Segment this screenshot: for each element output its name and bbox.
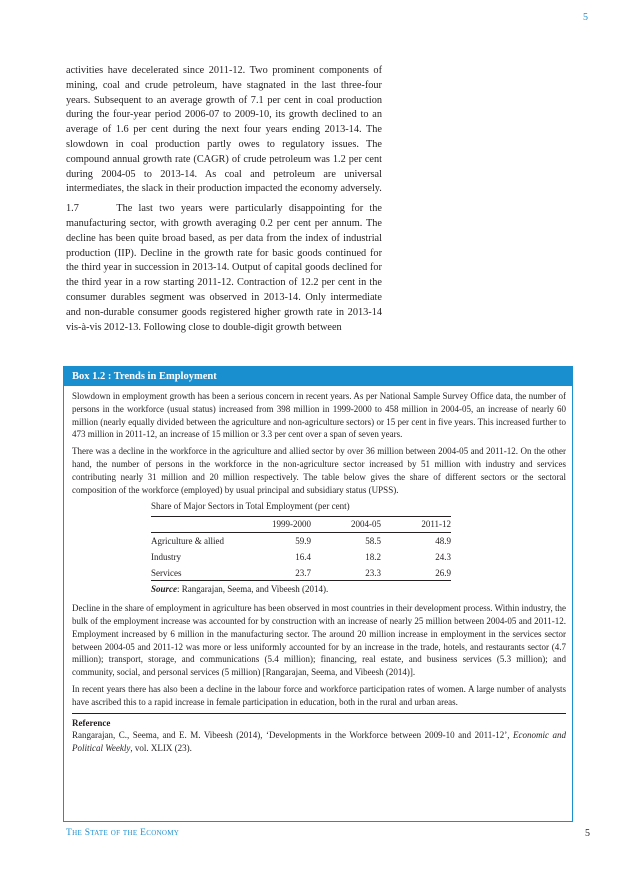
table-cell: 24.3 bbox=[435, 551, 451, 562]
table-cell: 26.9 bbox=[381, 565, 451, 581]
table-cell: 59.9 bbox=[295, 535, 311, 546]
table-cell: 16.4 bbox=[295, 551, 311, 562]
box-paragraph-3: Decline in the share of employment in agriculture has been observed in most countries in their development process. Within industry, the bulk of the employment increase was accounted for by construction with an increase of nearly 25 million between 2004-05 and 2011-12. Employment increased by 6 million in the manufacturing sector. The around 20 million increase in employment in the services sector between 2004-05 and 2011-12 was more or less uniformly accounted for by an increase in the trade, hotels, and restaurants sector (4.7 million); transport, storage, and communications (5.4 million); financing, real estate, and business services (5.3 million); and community, social, and personal services (5 million) [Rangarajan, Seema, and Vibeesh (2014)]. bbox=[72, 603, 566, 678]
reference-entry bbox=[72, 729, 566, 755]
source-label: Source bbox=[151, 584, 178, 595]
table-header-row bbox=[151, 517, 451, 533]
table-cell: Agriculture & allied bbox=[151, 535, 224, 546]
box-paragraph-1: Slowdown in employment growth has been a serious concern in recent years. As per National Sample Survey Office data, the number of persons in the workforce (usual status) increased from 398 million in 1999-2000 to 458 million in 2004-05, an increase of nearly 60 million (nearly equally divided between the agriculture and non-agriculture sectors) or 15 per cent in five years. This increased further to 473 million in 2011-12, an increase of 15 million or 3.3 per cent over a span of seven years. bbox=[72, 391, 566, 440]
table-header-cell bbox=[151, 517, 241, 533]
footer-title bbox=[66, 828, 179, 838]
table-cell: 58.5 bbox=[365, 535, 381, 546]
table-cell: 23.3 bbox=[311, 565, 381, 581]
employment-share-table-block bbox=[151, 500, 451, 596]
table-header-cell: 2004-05 bbox=[311, 517, 381, 533]
box-title: Box 1.2 : Trends in Employment bbox=[64, 367, 572, 386]
reference-journal: Economic and Political Weekly bbox=[72, 730, 566, 754]
table-cell: 23.7 bbox=[241, 565, 311, 581]
footer-title-text: The State of the Economy bbox=[66, 828, 180, 838]
box-trends-in-employment bbox=[63, 366, 573, 822]
box-paragraph-2: There was a decline in the workforce in the agriculture and allied sector by over 36 million between 2004-05 and 2011-12. On the other hand, the number of persons in the workforce in the non-agriculture sector increased by 51 million with industry and services contributing nearly 31 million and 20 million respectively. The table below gives the share of different sectors or the sectoral composition of the workforce (employed) by usual principal and subsidiary status (UPSS). bbox=[72, 446, 566, 495]
source-text: : Rangarajan, Seema, and Vibeesh (2014). bbox=[177, 584, 329, 595]
body-text bbox=[66, 64, 385, 340]
reference-heading: Reference bbox=[72, 717, 111, 728]
table-row bbox=[151, 532, 451, 548]
table-source bbox=[151, 583, 451, 596]
reference-tail: , vol. XLIX (23). bbox=[130, 743, 192, 754]
table-row bbox=[151, 565, 451, 581]
paragraph-manufacturing: 1.7 The last two years were particularly disappointing for the manufacturing sector, with growth averaging 0.2 per cent per annum. The decline has been quite broad based, as per data from the index of industrial production (IIP). Decline in the growth rate for basic goods continued for the third year in succession in 2013-14. Output of capital goods declined for the third year in a row starting 2011-12. Contraction of 12.2 per cent in the consumer durables segment was observed in 2013-14. Only intermediate and non-durable consumer goods registered higher growth rate in 2013-14 vis-à-vis 2012-13. Following close to double-digit growth between bbox=[66, 203, 385, 333]
table-header-cell: 1999-2000 bbox=[241, 517, 311, 533]
table-cell: Services bbox=[151, 565, 241, 581]
paragraph-mining: activities have decelerated since 2011-12. Two prominent components of mining, coal and crude petroleum, have stagnated in the last three-four years. Subsequent to an average growth of 7.1 per cent in coal production during the four-year period 2006-07 to 2009-10, its growth declined to an average of 1.6 per cent during the next four years ending 2013-14. The slowdown in coal production partly owes to regulatory issues. The compound annual growth rate (CAGR) of crude petroleum was 1.2 per cent during 2004-05 to 2013-14. As coal and petroleum are universal intermediates, the slack in their production impacted the economy adversely. bbox=[66, 65, 382, 195]
table-row bbox=[151, 549, 451, 565]
table-cell: Industry bbox=[151, 551, 181, 562]
reference-divider bbox=[72, 713, 566, 714]
table-caption: Share of Major Sectors in Total Employment (per cent) bbox=[151, 501, 350, 512]
table-cell: 48.9 bbox=[435, 535, 451, 546]
table-cell: 18.2 bbox=[365, 551, 381, 562]
page-number-bottom: 5 bbox=[585, 828, 590, 839]
box-paragraph-4: In recent years there has also been a decline in the labour force and workforce participation rates of women. A large number of analysts have ascribed this to a rapid increase in female participation in education, both in the rural and urban areas. bbox=[72, 683, 566, 707]
table-header-cell: 2011-12 bbox=[381, 517, 451, 533]
page-number-top: 5 bbox=[583, 12, 588, 23]
box-body bbox=[64, 386, 572, 755]
employment-share-table bbox=[151, 516, 451, 581]
reference-text: Rangarajan, C., Seema, and E. M. Vibeesh (2014), ‘Developments in the Workforce between 2009-10 and 2011-12’, bbox=[72, 730, 510, 741]
